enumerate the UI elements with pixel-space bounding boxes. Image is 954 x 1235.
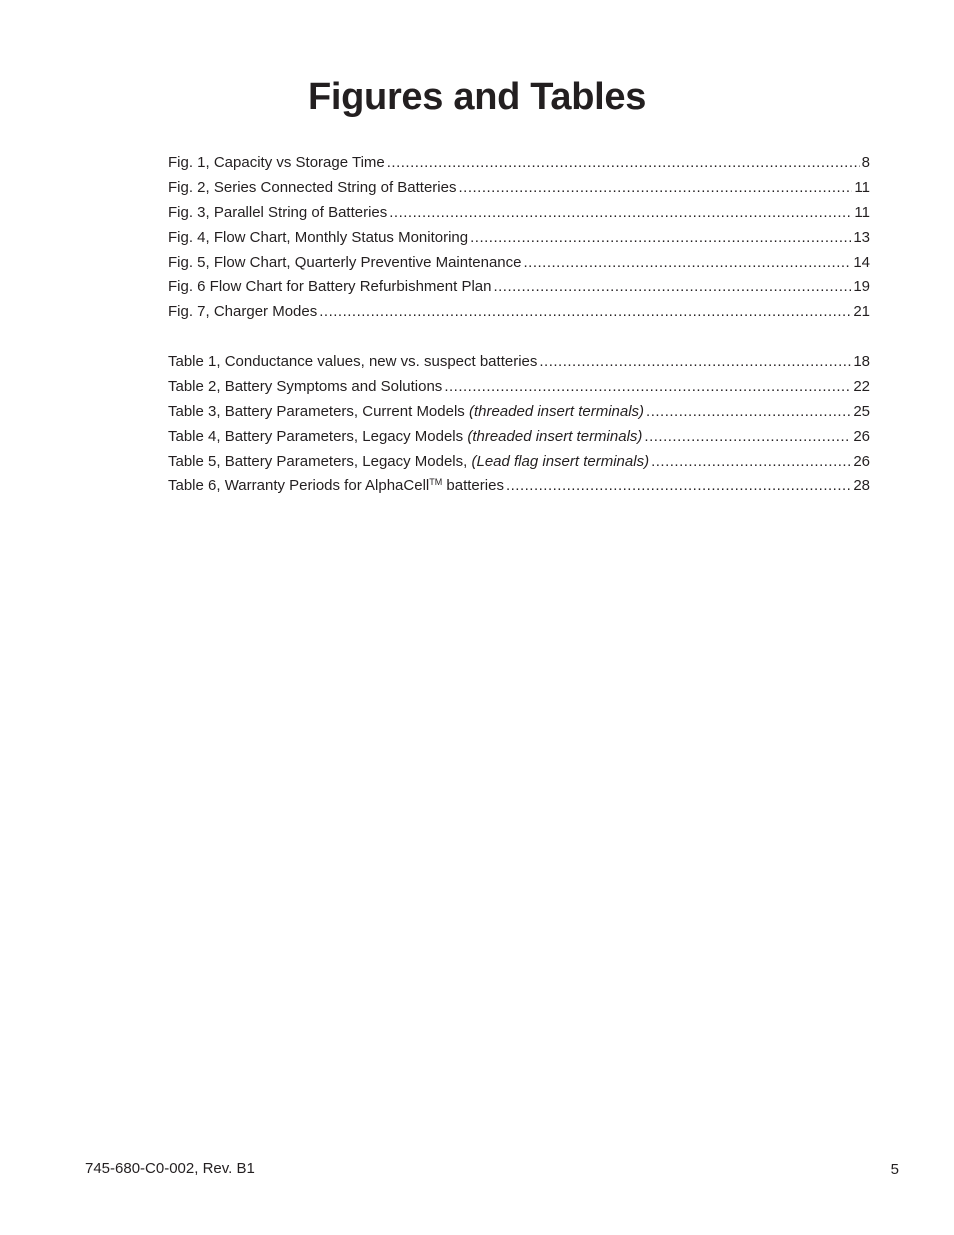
entry-page-number: 14 xyxy=(853,253,870,271)
entry-label xyxy=(168,427,642,447)
entry-label: Fig. 5, Flow Chart, Quarterly Preventive Maintenance xyxy=(168,253,522,271)
entry-label: Fig. 1, Capacity vs Storage Time xyxy=(168,154,385,171)
dot-leader xyxy=(470,228,851,248)
footer-page-number: 5 xyxy=(890,1161,899,1178)
toc-entry-table-1[interactable] xyxy=(168,352,870,377)
toc-entry-table-2[interactable] xyxy=(168,377,870,402)
dot-leader xyxy=(387,153,860,173)
entry-label-suffix: batteries xyxy=(446,477,504,495)
dot-leader xyxy=(389,203,852,223)
toc-entry-fig-7[interactable] xyxy=(168,302,870,327)
dot-leader xyxy=(319,302,851,322)
toc-entry-fig-6[interactable] xyxy=(168,277,870,302)
toc-entry-table-6[interactable] xyxy=(168,476,870,501)
toc-entry-fig-3[interactable] xyxy=(168,203,870,228)
entry-label: Fig. 3, Parallel String of Batteries xyxy=(168,203,388,221)
entry-label: Fig. 7, Charger Modes xyxy=(168,303,318,321)
toc-entry-fig-4[interactable] xyxy=(168,228,870,253)
dot-leader xyxy=(644,427,851,447)
figures-list xyxy=(168,153,870,327)
entry-label-italic: (Lead flag insert terminals) xyxy=(471,452,650,470)
footer-doc-number: 745-680-C0-002, Rev. B1 xyxy=(85,1160,255,1177)
dot-leader xyxy=(651,452,851,472)
entry-label-italic: (threaded insert terminals) xyxy=(467,427,643,445)
page-title: Figures and Tables xyxy=(307,76,647,118)
dot-leader xyxy=(539,352,851,372)
trademark-superscript: TM xyxy=(429,477,443,488)
dot-leader xyxy=(506,476,851,496)
toc-entry-table-4[interactable] xyxy=(168,427,870,452)
entry-label-text: Table 6, Warranty Periods for AlphaCell xyxy=(168,477,430,495)
entry-page-number: 13 xyxy=(853,228,870,246)
dot-leader xyxy=(523,253,851,273)
entry-label: Table 2, Battery Symptoms and Solutions xyxy=(168,377,443,395)
toc-entry-fig-2[interactable] xyxy=(168,178,870,203)
entry-label xyxy=(168,402,644,422)
entry-page-number: 26 xyxy=(853,427,870,445)
entry-page-number: 19 xyxy=(853,278,870,296)
entry-page-number: 22 xyxy=(853,377,870,395)
dot-leader xyxy=(458,178,852,198)
dot-leader xyxy=(493,277,851,297)
entry-page-number: 26 xyxy=(853,452,870,470)
tables-list xyxy=(168,352,870,501)
entry-label-text: Table 3, Battery Parameters, Current Models xyxy=(168,402,465,420)
entry-label xyxy=(168,476,504,496)
toc-entry-table-5[interactable] xyxy=(168,452,870,477)
entry-label: Fig. 4, Flow Chart, Monthly Status Monitoring xyxy=(168,228,469,246)
dot-leader xyxy=(646,402,851,422)
toc-entry-fig-5[interactable] xyxy=(168,253,870,278)
entry-label: Fig. 6 Flow Chart for Battery Refurbishment Plan xyxy=(168,278,492,296)
entry-page-number: 11 xyxy=(854,178,870,196)
entry-label-italic: (threaded insert terminals) xyxy=(468,402,645,420)
entry-label-text: Table 5, Battery Parameters, Legacy Models, xyxy=(168,452,468,470)
entry-page-number: 11 xyxy=(854,203,870,221)
entry-page-number: 18 xyxy=(853,353,870,370)
entry-page-number: 28 xyxy=(853,477,870,495)
entry-label: Fig. 2, Series Connected String of Batteries xyxy=(168,178,457,196)
entry-page-number: 21 xyxy=(853,303,870,321)
entry-label xyxy=(168,452,649,472)
entry-label-text: Table 4, Battery Parameters, Legacy Models xyxy=(168,427,464,445)
entry-page-number: 25 xyxy=(853,402,870,420)
toc-entry-table-3[interactable] xyxy=(168,402,870,427)
dot-leader xyxy=(444,377,851,397)
entry-label: Table 1, Conductance values, new vs. suspect batteries xyxy=(168,353,538,370)
toc-entry-fig-1[interactable] xyxy=(168,153,870,178)
entry-page-number: 8 xyxy=(861,154,870,171)
